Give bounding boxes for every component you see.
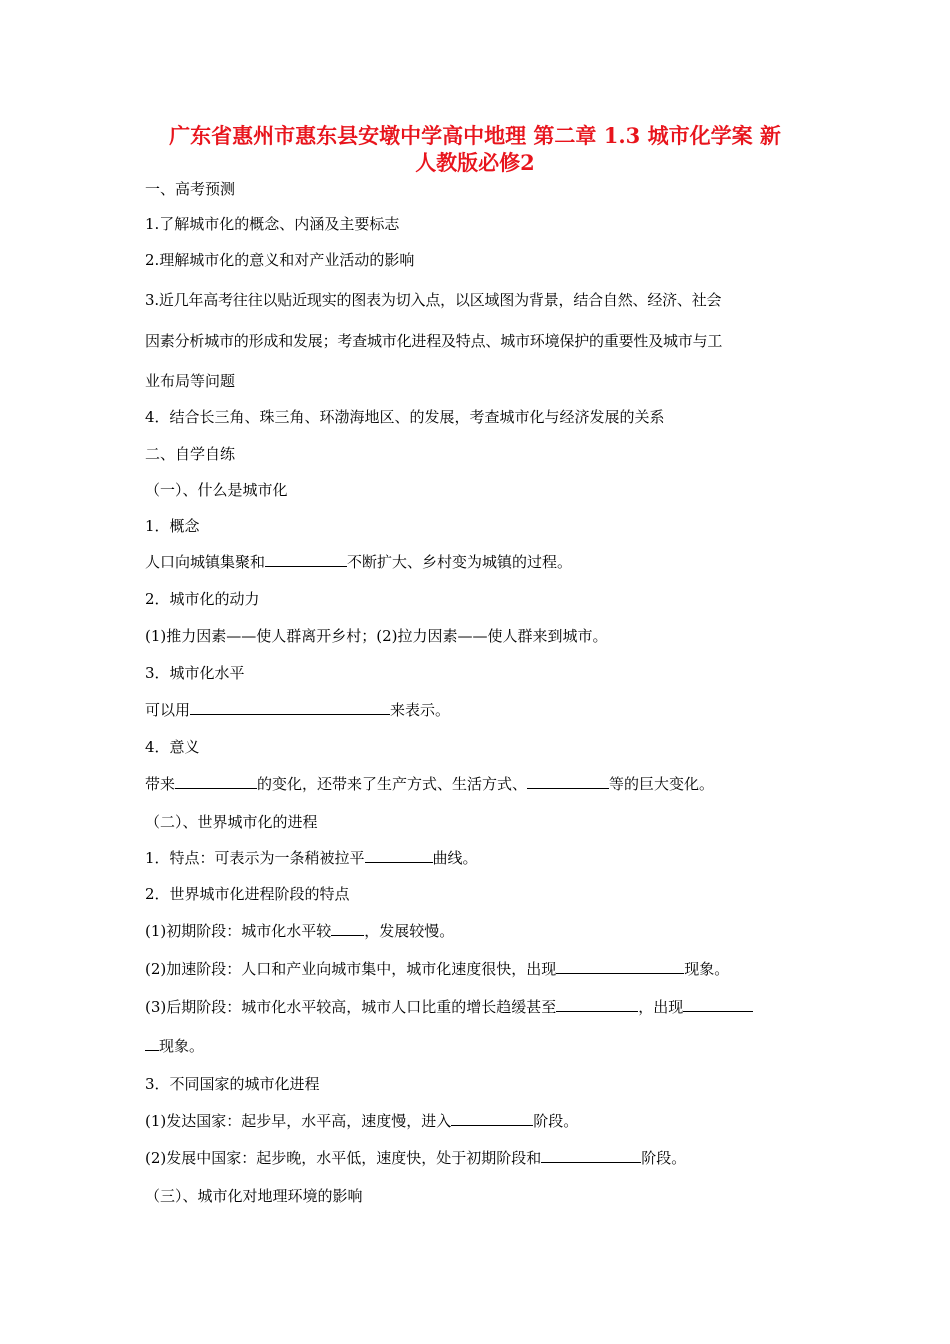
item-heading: 3．不同国家的城市化进程 <box>145 1075 320 1093</box>
fill-in-line: (1)发达国家：起步早，水平高，速度慢，进入 阶段。 <box>145 1112 579 1130</box>
fill-in-line: (2)发展中国家：起步晚，水平低，速度快，处于初期阶段和 阶段。 <box>145 1149 687 1167</box>
paragraph: (1)推力因素——使人群离开乡村；(2)拉力因素——使人群来到城市。 <box>145 627 608 645</box>
item-heading: 3．城市化水平 <box>145 664 245 682</box>
fill-in-line: 现象。 <box>145 1035 204 1056</box>
answer-blank[interactable] <box>365 848 433 863</box>
answer-blank[interactable] <box>265 552 347 567</box>
paragraph: 3.近几年高考往往以贴近现实的图表为切入点，以区域图为背景，结合自然、经济、社会 <box>145 291 722 309</box>
document-title <box>120 122 830 176</box>
item-heading: 2．城市化的动力 <box>145 590 260 608</box>
item-heading: 1．概念 <box>145 517 200 535</box>
paragraph: 因素分析城市的形成和发展；考查城市化进程及特点、城市环境保护的重要性及城市与工 <box>145 332 723 350</box>
subsection-heading: （一）、什么是城市化 <box>145 481 288 499</box>
item-heading: 4．意义 <box>145 738 200 756</box>
answer-blank[interactable] <box>541 1148 641 1163</box>
answer-blank[interactable] <box>145 1036 159 1051</box>
fill-in-line: (2)加速阶段：人口和产业向城市集中，城市化速度很快，出现 现象。 <box>145 960 730 978</box>
answer-blank[interactable] <box>190 700 390 715</box>
subsection-heading: （二）、世界城市化的进程 <box>145 813 318 831</box>
fill-in-line: 1．特点：可表示为一条稍被拉平 曲线。 <box>145 849 478 867</box>
answer-blank[interactable] <box>556 997 638 1012</box>
answer-blank[interactable] <box>527 774 609 789</box>
fill-in-line: 可以用 来表示。 <box>145 701 451 719</box>
answer-blank[interactable] <box>175 774 257 789</box>
answer-blank[interactable] <box>331 921 364 936</box>
item-heading: 2．世界城市化进程阶段的特点 <box>145 885 350 903</box>
title-line-1: 广东省惠州市惠东县安墩中学高中地理 第二章 1.3 城市化学案 新 <box>169 123 781 148</box>
answer-blank[interactable] <box>451 1111 533 1126</box>
fill-in-line: 人口向城镇集聚和 不断扩大、乡村变为城镇的过程。 <box>145 553 573 571</box>
answer-blank[interactable] <box>556 959 684 974</box>
fill-in-line: (1)初期阶段：城市化水平较 ，发展较慢。 <box>145 922 455 940</box>
fill-in-line: (3)后期阶段：城市化水平较高，城市人口比重的增长趋缓甚至 ，出现 <box>145 996 753 1017</box>
fill-in-line: 带来 的变化，还带来了生产方式、生活方式、 等的巨大变化。 <box>145 775 715 793</box>
answer-blank[interactable] <box>683 997 753 1012</box>
title-line-2: 人教版必修2 <box>415 150 535 175</box>
paragraph: 1.了解城市化的概念、内涵及主要标志 <box>145 215 400 233</box>
subsection-heading: （三）、城市化对地理环境的影响 <box>145 1187 363 1205</box>
paragraph: 2.理解城市化的意义和对产业活动的影响 <box>145 251 415 269</box>
paragraph: 4．结合长三角、珠三角、环渤海地区、的发展，考查城市化与经济发展的关系 <box>145 408 665 426</box>
section-heading: 二、自学自练 <box>145 445 236 463</box>
section-heading: 一、高考预测 <box>145 180 236 198</box>
paragraph: 业布局等问题 <box>145 372 236 390</box>
